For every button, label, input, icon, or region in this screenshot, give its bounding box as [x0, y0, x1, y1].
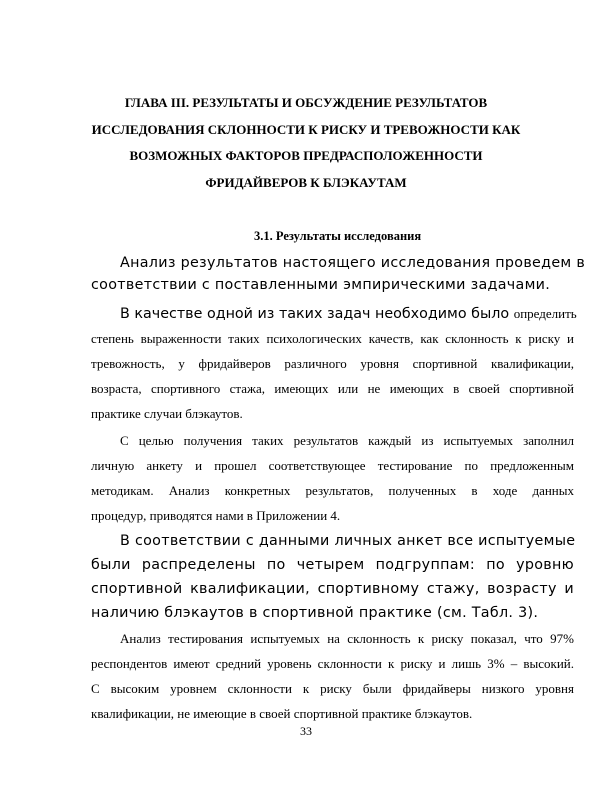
paragraph-line: практике случаи блэкаутов.: [91, 406, 243, 421]
paragraph-line: Анализ результатов настоящего исследования проведем в: [120, 255, 586, 271]
chapter-title-line: ВОЗМОЖНЫХ ФАКТОРОВ ПРЕДРАСПОЛОЖЕННОСТИ: [129, 148, 483, 163]
paragraph-line: были распределены по четырем подгруппам: по уровню: [91, 557, 574, 573]
paragraph-line: респондентов имеют средний уровень склонности к риску и лишь 3% – высокий.: [91, 656, 574, 671]
paragraph-text-serif: определить: [513, 306, 577, 321]
paragraph-line: тревожность, у фридайверов различного уровня спортивной квалификации,: [91, 356, 574, 371]
chapter-title: [60, 90, 552, 196]
paragraph-line: квалификации, не имеющие в своей спортивной практике блэкаутов.: [91, 706, 473, 721]
paragraph-line: Анализ тестирования испытуемых на склонность к риску показал, что 97%: [120, 631, 574, 646]
paragraph-line: соответствии с поставленными эмпирическими задачами.: [91, 277, 551, 293]
page-number: 33: [300, 724, 312, 738]
paragraph-line: наличию блэкаутов в спортивной практике (см. Табл. 3).: [91, 605, 539, 621]
paragraph-line: В соответствии с данными личных анкет все испытуемые: [120, 533, 576, 549]
paragraph-line: личную анкету и прошел соответствующее тестирование по предложенным: [91, 458, 574, 473]
paragraph-text-sans: В качестве одной из таких задач необходимо было: [120, 306, 514, 322]
section-title: 3.1. Результаты исследования: [254, 229, 422, 243]
paragraph-line: возраста, спортивного стажа, имеющих или не имеющих в своей спортивной: [91, 381, 574, 396]
paragraph-line: процедур, приводятся нами в Приложении 4.: [91, 508, 341, 523]
chapter-title-line: ИССЛЕДОВАНИЯ СКЛОННОСТИ К РИСКУ И ТРЕВОЖНОСТИ КАК: [91, 121, 521, 137]
paragraph-line: [120, 305, 577, 323]
paragraph-line: С целью получения таких результатов каждый из испытуемых заполнил: [120, 433, 574, 448]
paragraph-line: спортивной квалификации, спортивному стажу, возрасту и: [91, 581, 574, 597]
paragraph-line: С высоким уровнем склонности к риску были фридайверы низкого уровня: [91, 681, 574, 696]
chapter-title-line: ГЛАВА III. РЕЗУЛЬТАТЫ И ОБСУЖДЕНИЕ РЕЗУЛЬТАТОВ: [124, 95, 488, 110]
paragraph-line: степень выраженности таких психологических качеств, как склонность к риску и: [91, 331, 574, 346]
paragraph-line: методикам. Анализ конкретных результатов, полученных в ходе данных: [91, 483, 574, 498]
chapter-title-line: ФРИДАЙВЕРОВ К БЛЭКАУТАМ: [205, 174, 407, 190]
